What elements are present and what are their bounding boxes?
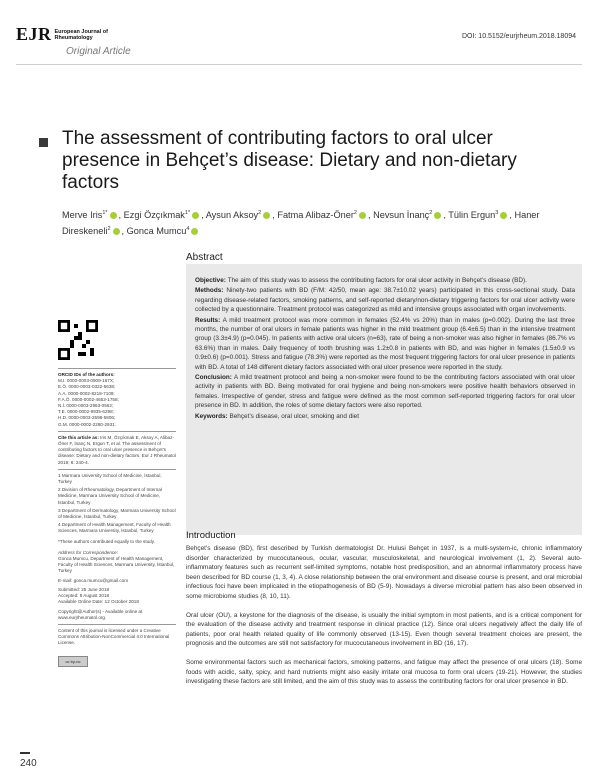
orcid-list [58, 378, 176, 428]
orcid-entry[interactable]: G.M. 0000-0002-2280-2931. [58, 421, 116, 427]
date-list [58, 587, 176, 606]
author-name: Tülin Ergun [448, 210, 496, 221]
date-entry: Available Online Date: 12 October 2018 [58, 599, 139, 605]
intro-paragraph: Some environmental factors such as mechanical factors, smoking patterns, and fatigue may affect the presence of oral ulcers (18). Some foods with acidic, salty, spicy, and hard nutrients might also easily irritate oral mucosa to form oral ulcers (19-21). However, the studies investigating these factors are still limited, and the aim of this study was to assess the contributing factors for oral ulcer presence in BD. [186, 658, 582, 686]
author-affiliation-mark: 2 [107, 226, 111, 233]
author [277, 210, 368, 220]
author [373, 210, 443, 220]
orcid-entry[interactable]: M.I. 0000-0003-0909-167X; [58, 378, 115, 384]
author-name: Fatma Alibaz-Öner [277, 210, 354, 221]
orcid-entry[interactable]: A.A. 0000-0002-8218-7109; [58, 390, 115, 396]
article-category: Original Article [66, 46, 131, 57]
cite-text: Iris M, Özçıkmak E, Aksoy A, Alibaz-Öner F, İnanç N, Ergun T, et al. The assessment of contributing factors to oral ulcer presence in Behçet's disease: Dietary and non-dietary factors. Eur J Rheumatol 2019; 6: 240-4. [58, 434, 176, 465]
article-title: The assessment of contributing factors to oral ulcer presence in Behçet’s disease: Dietary and non-dietary factors [62, 128, 517, 193]
author-name: Nevsun İnanç [373, 210, 430, 221]
abstract-objective: Objective: The aim of this study was to assess the contributing factors for oral ulcer activity in Behçet’s disease (BD). [195, 277, 527, 284]
orcid-entry[interactable]: N.İ. 0000-0003-2963-0562; [58, 403, 114, 409]
logo-text [55, 29, 108, 41]
orcid-icon[interactable] [113, 228, 120, 235]
orcid-icon[interactable] [191, 228, 198, 235]
introduction-heading: Introduction [186, 530, 236, 541]
affiliation: 2 Division of Rheumatology, Department of Internal Medicine, Marmara University School of Medicine, İstanbul, Turkey [58, 487, 162, 505]
affiliation: 1 Marmara University School of Medicine, İstanbul, Turkey [58, 472, 162, 485]
logo-line-2: Rheumatology [54, 34, 93, 41]
author-affiliation-mark: 1* [102, 210, 108, 216]
orcid-icon[interactable] [192, 212, 199, 219]
orcid-icon[interactable] [110, 212, 117, 219]
qr-code-icon[interactable] [58, 320, 98, 360]
sidebar [58, 320, 176, 668]
abstract-methods: Methods: Ninety-two patients with BD (F/M: 42/50, mean age: 38.7±10.02 years) participated in this cross-sectional study. Data regarding disease-related factors, smoking patterns, and self-reported dietary/non-dietary triggering factors for oral ulcer activity were collected by a questionnaire. Treatment protocol was categorized as mild and intensive groups associated with organ involvements. [195, 287, 576, 314]
orcid-block [58, 372, 176, 428]
corr-email[interactable]: E-mail: gonca.mumcu@gmail.com [58, 577, 129, 583]
author-affiliation-mark: 1* [184, 210, 191, 216]
author-affiliation-mark: 2 [429, 210, 433, 216]
author [127, 226, 201, 236]
corr-text: Gonca Mumcu, Department of Health Management, Faculty of Health Sciences, Marmara University, İstanbul, Turkey [58, 556, 175, 574]
citation-block [58, 435, 176, 466]
abstract-heading: Abstract [186, 252, 223, 263]
journal-logo [16, 24, 108, 45]
license-text: Content of this journal is licensed under a Creative Commons Attribution-NonCommercial 4.0 International License. [58, 627, 170, 646]
page-number-rule [20, 752, 30, 754]
orcid-entry[interactable]: F.A.Ö. 0000-0002-4653-1758; [58, 396, 119, 402]
orcid-entry[interactable]: H.D. 0000-0003-2598-5806; [58, 415, 116, 421]
page-number: 240 [20, 758, 37, 769]
author [206, 210, 273, 220]
author-name: Ezgi Özçıkmak [123, 210, 185, 221]
header-divider [16, 64, 582, 65]
creative-commons-icon[interactable]: cc by-nc [58, 656, 88, 667]
orcid-icon[interactable] [434, 212, 441, 219]
orcid-entry[interactable]: E.Ö. 0000-0003-0322-5638; [58, 384, 116, 390]
orcid-icon[interactable] [500, 212, 507, 219]
sidebar-divider [58, 469, 176, 470]
correspondence-block [58, 550, 176, 575]
affiliation: 4 Department of Health Management, Faculty of Health Sciences, Marmara University, İstanbul, Turkey [58, 522, 171, 534]
orcid-heading: ORCID IDs of the authors: [58, 372, 115, 377]
date-entry: Submitted: 25 June 2018 [58, 586, 110, 592]
sidebar-divider [58, 431, 176, 432]
affiliation: 3 Department of Dermatology, Marmara University School of Medicine, İstanbul, Turkey [58, 507, 176, 520]
author-affiliation-mark: 3 [495, 210, 499, 216]
author [124, 210, 201, 220]
sidebar-divider [58, 624, 176, 625]
author-name: Aysun Aksoy [205, 210, 259, 221]
author [62, 210, 119, 220]
intro-paragraph: Oral ulcer (OU), a keystone for the diagnosis of the disease, is usually the initial symptom in most patients, and is a critical component for the evaluation of the disease activity and treatment response in clinical practice (12). Since oral ulcers negatively affect the daily life of patients, poor oral health related quality of life commonly observed (13-15). Even though several treatment choices are present, the prognosis and the outcomes are still not satisfactory for mucocutaneous involvement in BD (16, 17). [186, 611, 582, 648]
logo-line-1: European Journal of [54, 28, 108, 35]
cite-label: Cite this article as: [58, 434, 99, 440]
author [448, 210, 509, 220]
copyright: Copyright@Author(s) - Available online at www.eurjrheumatol.org. [58, 608, 143, 620]
author-name: Haner Direskeneli [62, 210, 540, 237]
author-affiliation-mark: 2 [353, 210, 357, 216]
orcid-icon[interactable] [359, 212, 366, 219]
intro-paragraph: Behçet’s disease (BD), first described by Turkish dermatologist Dr. Hulusi Behçet in 1937, is a multi-system-ic, chronic inflammatory disorder characterized by mucocutaneous, ocular, vascular, musculoskeletal, and neurological involvement (1, 2). Several auto-inflammatory features such as recurrent self-limited symptoms, notable host predisposition, and an abnormal inflammatory process have been described for BD course (1, 3, 4). A close relationship between the oral environment and disease course is present, and oral microbial infectious foci have been implicated in the etiopathogenesis of BD (5-9). Nowadays a diverse microbial pattern has also been observed in some microbiome studies (8, 10, 11). [186, 545, 582, 600]
date-entry: Accepted: 8 August 2018 [58, 593, 110, 599]
affiliation-list [58, 473, 176, 535]
logo-mark: EJR [16, 24, 52, 44]
abstract-conclusion: Conclusion: A mild treatment protocol and being a non-smoker were found to be the contributing factors associated with oral ulcer activity in patients with BD. Being motivated for oral hygiene and being non-smokers were positive health behaviors observed in females. Irrespective of gender, stress and fatigue were defined as the most common self-reported triggering factors for oral ulcer presence in BD. In addition, the roles of some dietary factors were also reported. [195, 374, 575, 410]
author-affiliation-mark: 4 [186, 226, 190, 233]
abstract-results: Results: A mild treatment protocol was more common in females (52.4% vs 20%) than in males (p=0.002). During the last three months, the number of oral ulcers in female patients was higher in the mild treatment group (6.4±6.5) than in the intensive treatment group (3.3±4.9) (p=0.045). In patients with active oral ulcers (n=63), rate of being a non-smoker was also higher in females (86.7% vs 63.6%) than in males. Daily frequency of tooth brushing was 1.2±0.8 in patients with BD, and was higher in females (1.5±0.9 vs 0.9±0.6) (p=0.001). Stress and fatigue (78.3%) were reported as the most frequent triggering factors for oral ulcer presence in patients with BD. A total of 148 different dietary factors associated with oral ulcer presence were reported in the study. [195, 316, 575, 371]
orcid-icon[interactable] [263, 212, 270, 219]
author-name: Gonca Mumcu [126, 226, 187, 237]
author-name: Merve Iris [62, 210, 103, 221]
sidebar-divider [58, 368, 176, 369]
author-list: Merve Iris$^{1*}$ , Ezgi Özçıkmak$^{1*}$ , Aysun Aksoy$^2$ , Fatma Alibaz-Öner$^2$ , Nevsun İnanç$^2$ , Tülin Ergun$^3$ , Haner Direskeneli$^2$ , Gonca Mumcu$^4$ [62, 210, 540, 237]
title-marker [39, 138, 48, 147]
introduction-body [186, 544, 582, 696]
doi[interactable]: DOI: 10.5152/eurjrheum.2018.18094 [461, 33, 576, 40]
author-affiliation-mark: 2 [258, 210, 262, 216]
corr-label: Address for Correspondence: [58, 549, 119, 555]
abstract-keywords: Keywords: Behçet’s disease, oral ulcer, smoking and diet [195, 412, 359, 420]
equal-contribution-note: *These authors contributed equally to the study. [58, 538, 155, 544]
abstract-body [195, 276, 575, 422]
orcid-entry[interactable]: T.E. 0000-0002-9935-6298; [58, 409, 114, 415]
